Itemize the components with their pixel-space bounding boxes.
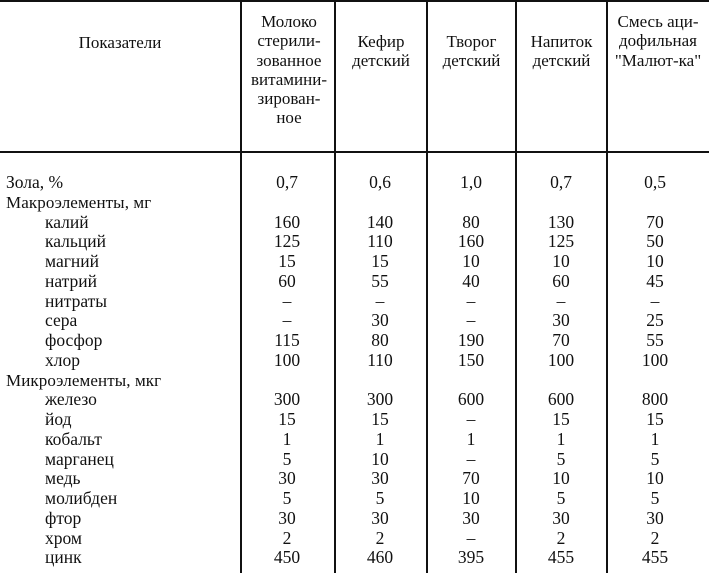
table-row xyxy=(0,292,709,312)
table-cell: 5 xyxy=(282,448,292,469)
table-cell: 0,5 xyxy=(644,172,666,192)
table-row xyxy=(0,311,709,331)
table-cell: 15 xyxy=(371,251,389,271)
row-label: йод xyxy=(45,409,72,429)
table-cell: 125 xyxy=(273,231,301,252)
column-header-kefir: Кефир детский xyxy=(352,32,410,71)
table-cell: – xyxy=(650,290,660,311)
row-label: цинк xyxy=(45,547,82,568)
table-row xyxy=(0,213,709,233)
table-cell: 10 xyxy=(646,468,664,489)
row-label: натрий xyxy=(45,270,98,291)
table-cell: 5 xyxy=(375,488,385,508)
table-cell: 10 xyxy=(552,468,570,489)
table-cell: – xyxy=(556,290,566,311)
table-cell: 80 xyxy=(462,211,480,232)
table-cell: 100 xyxy=(547,349,575,370)
row-label: железо xyxy=(45,389,97,410)
table-cell: – xyxy=(282,290,292,311)
table-row xyxy=(0,430,709,450)
table-cell: 10 xyxy=(462,488,480,508)
table-cell: 130 xyxy=(547,211,575,232)
table-cell: 30 xyxy=(278,507,296,528)
table-cell: 455 xyxy=(641,547,669,568)
section-label: Микроэлементы, мкг xyxy=(6,370,162,390)
table-cell: 55 xyxy=(646,330,664,350)
table-cell: 450 xyxy=(273,547,301,568)
column-header-sterilized-milk: Молоко стерили- зованное витамини- зирован- ное xyxy=(250,12,328,128)
indicator-header: Показатели xyxy=(78,33,162,52)
column-header-cottage-cheese: Творог детский xyxy=(442,32,501,71)
table-cell: 30 xyxy=(371,310,389,331)
row-label: нитраты xyxy=(45,290,108,311)
table-cell: – xyxy=(466,290,476,311)
table-cell: 115 xyxy=(274,330,300,350)
table-cell: 60 xyxy=(278,270,296,291)
row-label: фосфор xyxy=(45,330,103,350)
table-cell: 30 xyxy=(371,507,389,528)
table-cell: 60 xyxy=(552,270,570,291)
table-cell: 15 xyxy=(278,409,296,429)
table-cell: 30 xyxy=(462,507,480,528)
column-header-malyutka: Смесь аци- дофильная "Малют-ка" xyxy=(614,12,702,70)
table-cell: – xyxy=(466,527,476,548)
header-top-rule xyxy=(0,0,709,2)
table-cell: 1 xyxy=(466,428,476,449)
table-cell: 5 xyxy=(556,448,566,469)
header-bottom-rule xyxy=(0,151,709,153)
row-label: кобальт xyxy=(45,428,102,449)
table-cell: 455 xyxy=(547,547,575,568)
section-row xyxy=(0,193,709,213)
row-label: Зола, % xyxy=(6,172,64,192)
table-row xyxy=(0,509,709,529)
table-cell: 600 xyxy=(457,389,485,410)
table-cell: 15 xyxy=(371,409,389,429)
row-label: магний xyxy=(45,251,99,271)
table-cell: 150 xyxy=(457,349,485,370)
table-cell: 0,6 xyxy=(369,172,391,192)
table-cell: 30 xyxy=(646,507,664,528)
table-cell: 800 xyxy=(641,389,669,410)
table-cell: 5 xyxy=(556,488,566,508)
table-cell: 1 xyxy=(375,428,385,449)
table-cell: 80 xyxy=(371,330,389,350)
table-cell: 190 xyxy=(457,330,485,350)
table-cell: 70 xyxy=(646,211,664,232)
table-cell: – xyxy=(282,310,292,331)
table-cell: 2 xyxy=(556,527,566,548)
table-row xyxy=(0,390,709,410)
row-label: кальций xyxy=(45,231,106,252)
row-label: хром xyxy=(45,527,82,548)
table-row xyxy=(0,489,709,509)
row-label: марганец xyxy=(45,448,114,469)
table-cell: 2 xyxy=(375,527,385,548)
row-label: фтор xyxy=(45,507,82,528)
table-cell: 40 xyxy=(462,270,480,291)
table-cell: 30 xyxy=(371,468,389,489)
table-cell: 160 xyxy=(457,231,485,252)
table-cell: 5 xyxy=(650,488,660,508)
table-row xyxy=(0,252,709,272)
table-cell: 300 xyxy=(273,389,301,410)
table-cell: 15 xyxy=(278,251,296,271)
table-cell: 0,7 xyxy=(550,172,572,192)
table-row xyxy=(0,469,709,489)
table-row xyxy=(0,450,709,470)
row-label: сера xyxy=(45,310,78,331)
table-cell: 160 xyxy=(273,211,301,232)
section-row xyxy=(0,371,709,391)
table-cell: 30 xyxy=(552,507,570,528)
table-row xyxy=(0,548,709,568)
table-cell: 100 xyxy=(273,349,301,370)
row-label: хлор xyxy=(45,349,80,370)
table-cell: 1 xyxy=(650,428,660,449)
table-cell: 5 xyxy=(650,448,660,469)
table-row xyxy=(0,173,709,193)
table-cell: 10 xyxy=(462,251,480,271)
table-cell: 600 xyxy=(547,389,575,410)
table-cell: 50 xyxy=(646,231,664,252)
table-cell: 70 xyxy=(552,330,570,350)
table-cell: 300 xyxy=(366,389,394,410)
row-label: молибден xyxy=(45,488,118,508)
table-cell: 1 xyxy=(282,428,292,449)
table-cell: – xyxy=(375,290,385,311)
row-label: калий xyxy=(45,211,89,232)
table-row xyxy=(0,410,709,430)
table-cell: 0,7 xyxy=(276,172,298,192)
table-cell: 2 xyxy=(282,527,292,548)
table-cell: – xyxy=(466,448,476,469)
table-cell: 10 xyxy=(371,448,389,469)
column-header-drink: Напиток детский xyxy=(530,32,593,71)
table-cell: 30 xyxy=(552,310,570,331)
table-cell: 45 xyxy=(646,270,664,291)
table-row xyxy=(0,351,709,371)
table-cell: 15 xyxy=(646,409,664,429)
table-cell: 70 xyxy=(462,468,480,489)
table-cell: 30 xyxy=(278,468,296,489)
section-label: Макроэлементы, мг xyxy=(6,192,152,212)
table-cell: 110 xyxy=(367,349,393,370)
table-cell: 15 xyxy=(552,409,570,429)
table-row xyxy=(0,272,709,292)
table-cell: 1 xyxy=(556,428,566,449)
table-cell: 55 xyxy=(371,270,389,291)
table-cell: 10 xyxy=(646,251,664,271)
table-cell: 100 xyxy=(641,349,669,370)
table-cell: 10 xyxy=(552,251,570,271)
table-cell: 125 xyxy=(547,231,575,252)
table-row xyxy=(0,331,709,351)
table-row xyxy=(0,232,709,252)
table-cell: – xyxy=(466,409,476,429)
row-label: медь xyxy=(45,468,81,489)
table-cell: 460 xyxy=(366,547,394,568)
table-cell: 395 xyxy=(457,547,485,568)
table-cell: 5 xyxy=(282,488,292,508)
table-cell: 140 xyxy=(366,211,394,232)
table-cell: – xyxy=(466,310,476,331)
table-cell: 110 xyxy=(367,231,393,252)
table-cell: 25 xyxy=(646,310,664,331)
table-cell: 2 xyxy=(650,527,660,548)
table-row xyxy=(0,529,709,549)
table-cell: 1,0 xyxy=(460,172,482,192)
